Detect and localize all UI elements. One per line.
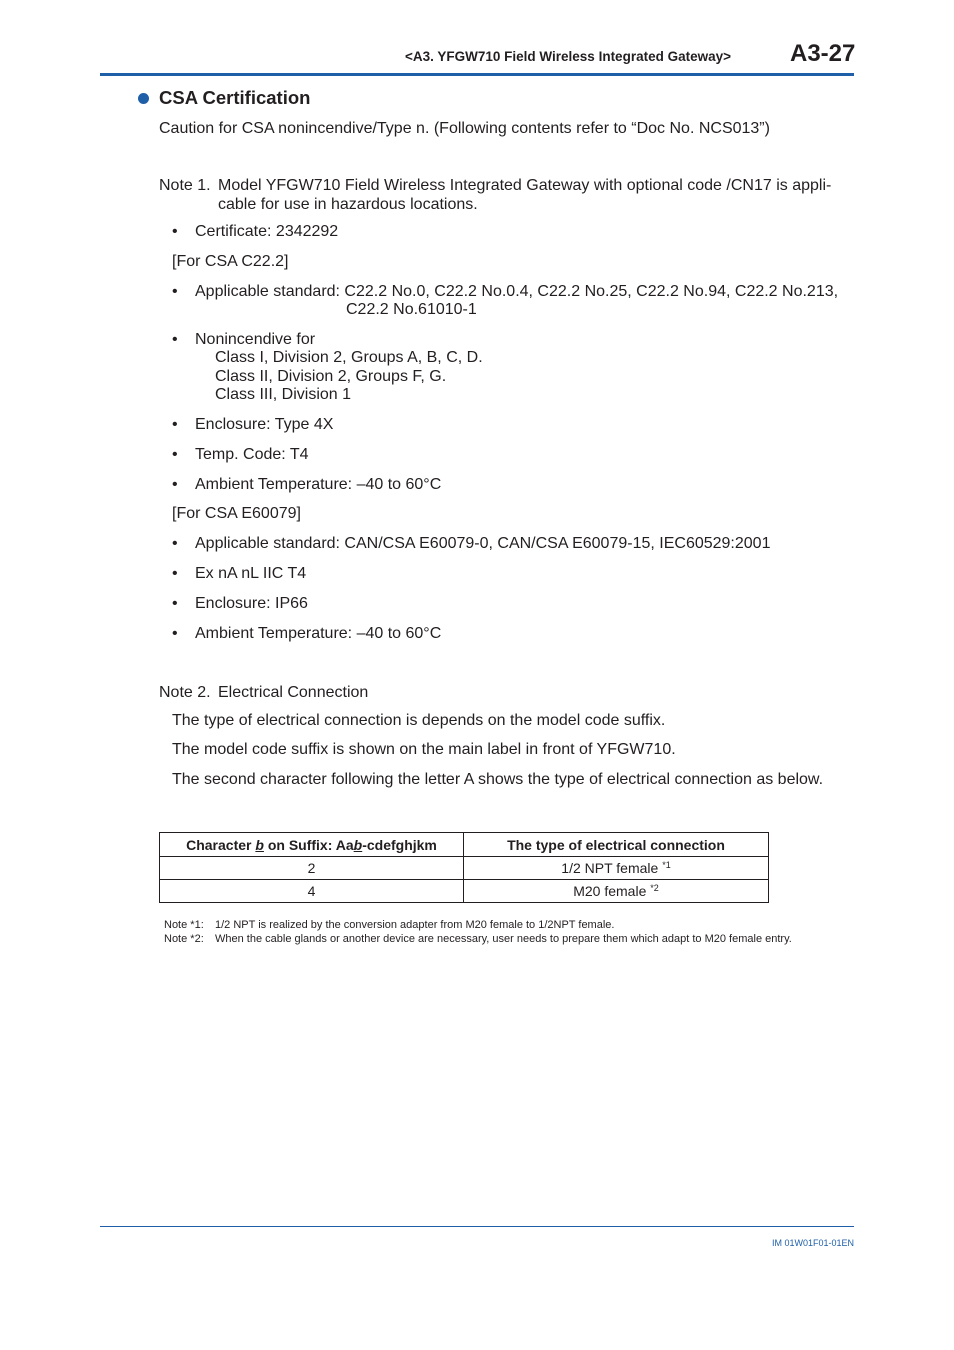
bullet-icon: • [172,416,178,433]
ambient-temperature: Ambient Temperature: –40 to 60°C [195,625,442,642]
footnote-ref: *1 [662,860,671,870]
section-intro: Caution for CSA nonincendive/Type n. (Following contents refer to “Doc No. NCS013”) [159,120,770,137]
note2-title: Electrical Connection [218,684,369,701]
note2-paragraph: The type of electrical connection is depends on the model code suffix. [172,712,666,729]
ambient-temperature: Ambient Temperature: –40 to 60°C [195,476,442,493]
section-title: CSA Certification [159,87,311,108]
bullet-icon: • [172,446,178,463]
certificate-number: Certificate: 2342292 [195,223,339,240]
electrical-connection-table [159,832,769,903]
bullet-icon: • [172,283,178,300]
note2-label: Note 2. [159,684,211,701]
cell-character: 2 [160,857,464,880]
class-line: Class III, Division 1 [215,386,352,403]
class-line: Class II, Division 2, Groups F, G. [215,368,447,385]
bullet-icon: • [172,535,178,552]
footnote-ref: *2 [650,883,659,893]
bullet-icon: • [172,625,178,642]
footnote-label: Note *2: [164,933,204,945]
note1-label: Note 1. [159,177,211,194]
bullet-icon: • [172,331,178,348]
temp-code: Temp. Code: T4 [195,446,309,463]
bullet-icon: • [172,223,178,240]
note1-text-line1: Model YFGW710 Field Wireless Integrated Gateway with optional code /CN17 is appli- [218,177,832,194]
note1-text-line2: cable for use in hazardous locations. [218,196,478,213]
table-row [160,857,769,880]
section-bullet-icon [138,93,149,104]
cell-connection-type: 1/2 NPT female $^{*1}$ [464,857,769,880]
column-header-connection-type: The type of electrical connection [464,833,769,857]
column-header-character: Character b on Suffix: Aab-cdefghjkm [160,833,464,857]
cell-connection-type: M20 female $^{*2}$ [464,880,769,903]
header-divider [100,73,854,76]
bullet-icon: • [172,476,178,493]
class-line: Class I, Division 2, Groups A, B, C, D. [215,349,483,366]
ex-marking: Ex nA nL IIC T4 [195,565,307,582]
table-row [160,880,769,903]
running-header-title: <A3. YFGW710 Field Wireless Integrated Gateway> [404,49,731,64]
table-header-row [160,833,769,857]
e60079-applicable-standard: Applicable standard: CAN/CSA E60079-0, CAN/CSA E60079-15, IEC60529:2001 [195,535,771,552]
c22-heading: [For CSA C22.2] [172,253,289,270]
nonincendive-label: Nonincendive for [195,331,316,348]
e60079-heading: [For CSA E60079] [172,505,301,522]
enclosure-ip: Enclosure: IP66 [195,595,308,612]
cell-character: 4 [160,880,464,903]
footnote-text: When the cable glands or another device are necessary, user needs to prepare them which adapt to M20 female entry. [215,933,792,945]
page-number: A3-27 [790,40,856,67]
c22-applicable-standard: Applicable standard: C22.2 No.0, C22.2 No.0.4, C22.2 No.25, C22.2 No.94, C22.2 No.213, [195,283,839,300]
c22-applicable-standard-cont: C22.2 No.61010-1 [346,301,477,318]
footer-divider [100,1226,854,1227]
footnote-text: 1/2 NPT is realized by the conversion adapter from M20 female to 1/2NPT female. [215,919,615,931]
bullet-icon: • [172,595,178,612]
document-code: IM 01W01F01-01EN [771,1238,854,1248]
note2-paragraph: The second character following the letter A shows the type of electrical connection as below. [172,771,824,788]
enclosure-type: Enclosure: Type 4X [195,416,334,433]
footnote-label: Note *1: [164,919,204,931]
note2-paragraph: The model code suffix is shown on the main label in front of YFGW710. [172,741,676,758]
bullet-icon: • [172,565,178,582]
